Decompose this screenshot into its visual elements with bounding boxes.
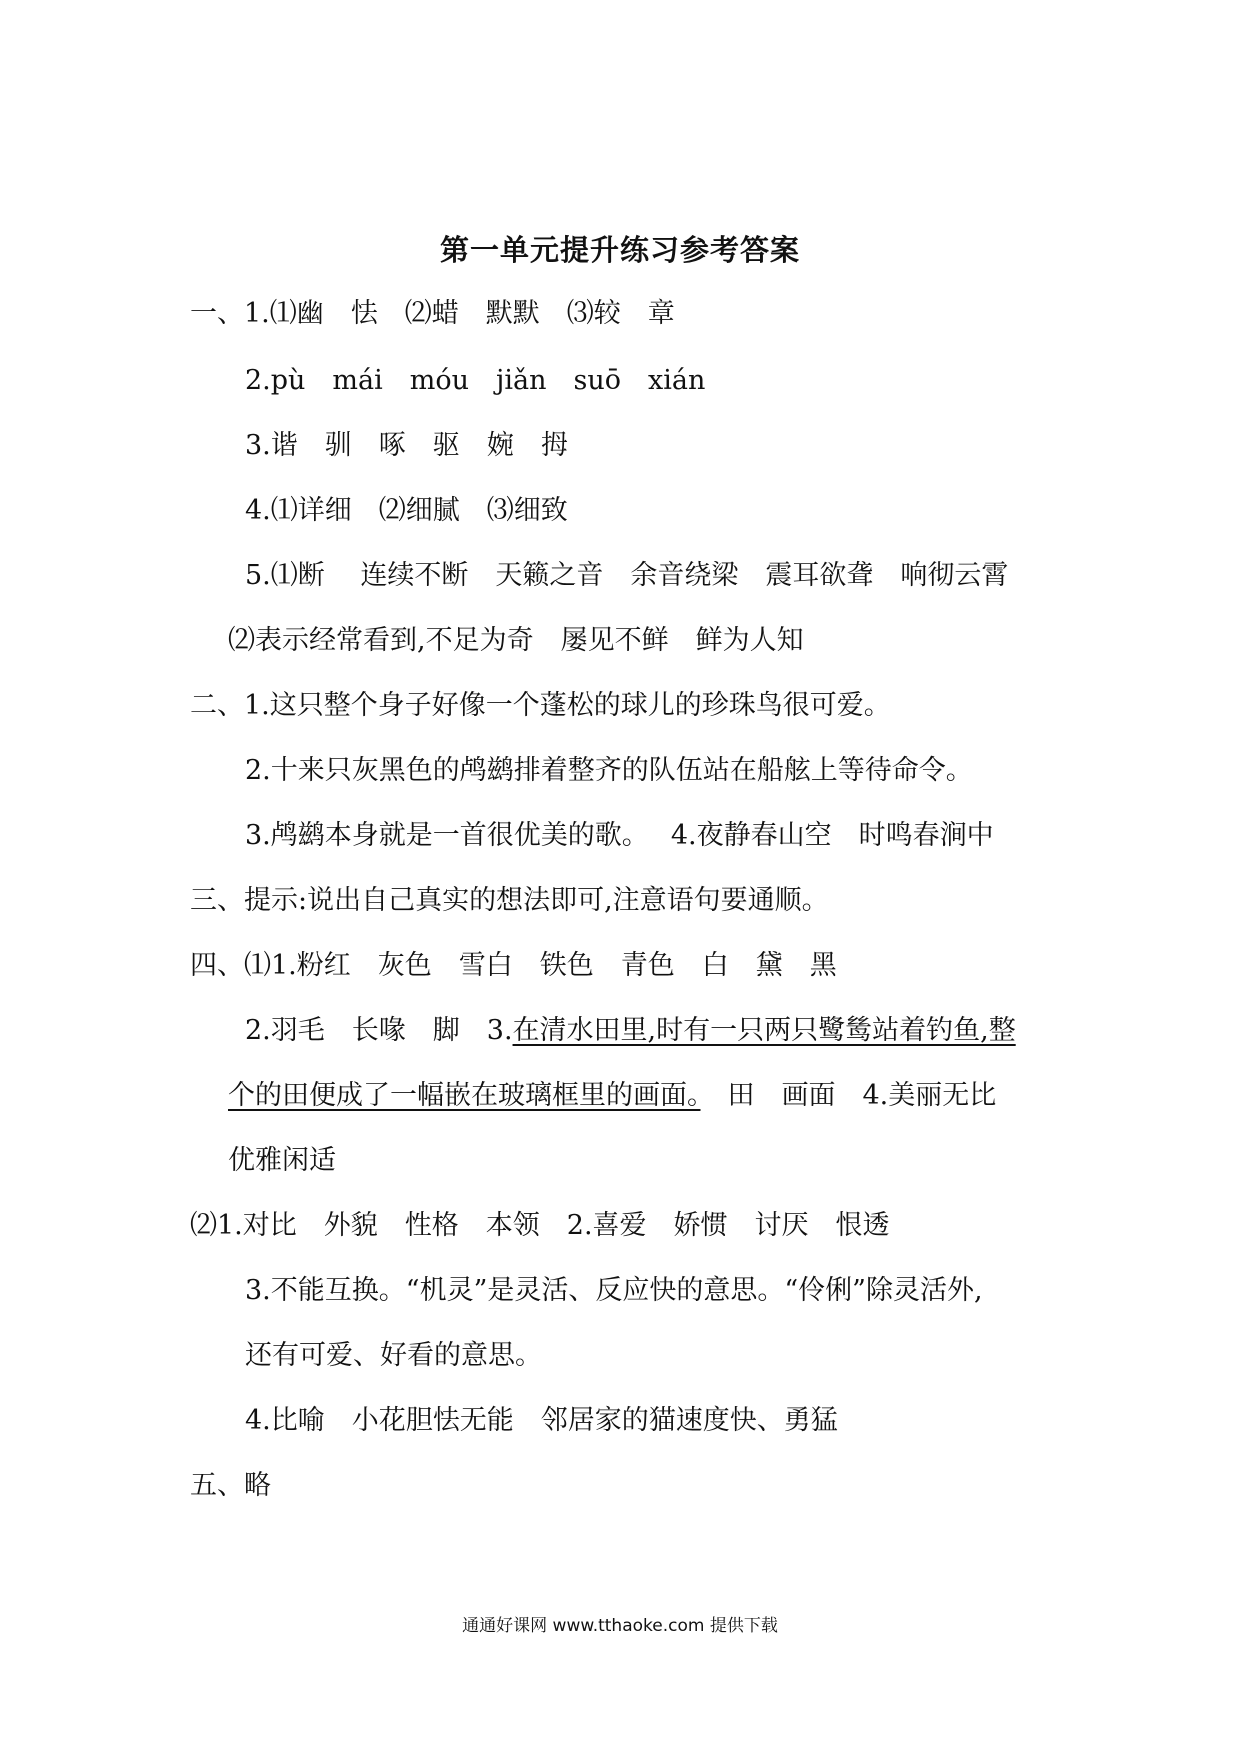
answer-line-2-1: 二、1.这只整个身子好像一个蓬松的球儿的珍珠鸟很可爱。	[190, 690, 891, 721]
answer-line-1-2: 2.pù mái móu jiǎn suō xián	[245, 365, 706, 396]
underlined-quote-part-1: 在清水田里,时有一只两只鹭鸶站着钓鱼,整	[512, 1015, 1016, 1046]
answer-line-2-3: 3.鸬鹚本身就是一首很优美的歌。 4.夜静春山空 时鸣春涧中	[245, 820, 994, 851]
answer-line-4-4: 优雅闲适	[228, 1145, 336, 1176]
answer-line-4b-3b: 还有可爱、好看的意思。	[245, 1340, 542, 1371]
answer-line-4-2-prefix: 2.羽毛 长喙 脚 3.	[245, 1015, 513, 1046]
answer-line-5: 五、略	[190, 1470, 271, 1501]
answer-line-4-2	[245, 1013, 1016, 1049]
underlined-quote-part-2: 个的田便成了一幅嵌在玻璃框里的画面。	[228, 1080, 701, 1111]
answer-line-1-5b: ⑵表示经常看到,不足为奇 屡见不鲜 鲜为人知	[228, 625, 804, 656]
answer-line-4-3-suffix: 田 画面 4.美丽无比	[700, 1080, 997, 1111]
answer-line-4-3	[228, 1078, 996, 1114]
answer-line-4b-4: 4.比喻 小花胆怯无能 邻居家的猫速度快、勇猛	[245, 1405, 838, 1436]
answer-line-4b-3: 3.不能互换。“机灵”是灵活、反应快的意思。“伶俐”除灵活外,	[245, 1275, 983, 1306]
answer-line-2-2: 2.十来只灰黑色的鸬鹚排着整齐的队伍站在船舷上等待命令。	[245, 755, 973, 786]
page-footer: 通通好课网 www.tthaoke.com 提供下载	[462, 1616, 778, 1636]
answer-line-1-4: 4.⑴详细 ⑵细腻 ⑶细致	[245, 495, 568, 526]
page-title: 第一单元提升练习参考答案	[439, 233, 800, 267]
answer-line-1-1: 一、1.⑴幽 怯 ⑵蜡 默默 ⑶较 章	[190, 298, 675, 329]
answer-line-4-1: 四、⑴1.粉红 灰色 雪白 铁色 青色 白 黛 黑	[190, 950, 837, 981]
answer-line-4b-1: ⑵1.对比 外貌 性格 本领 2.喜爱 娇惯 讨厌 恨透	[190, 1210, 890, 1241]
answer-line-3: 三、提示:说出自己真实的想法即可,注意语句要通顺。	[190, 885, 829, 916]
answer-line-1-5: 5.⑴断 连续不断 天籁之音 余音绕梁 震耳欲聋 响彻云霄	[245, 560, 1009, 591]
answer-line-1-3: 3.谐 驯 啄 驱 婉 拇	[245, 430, 568, 461]
